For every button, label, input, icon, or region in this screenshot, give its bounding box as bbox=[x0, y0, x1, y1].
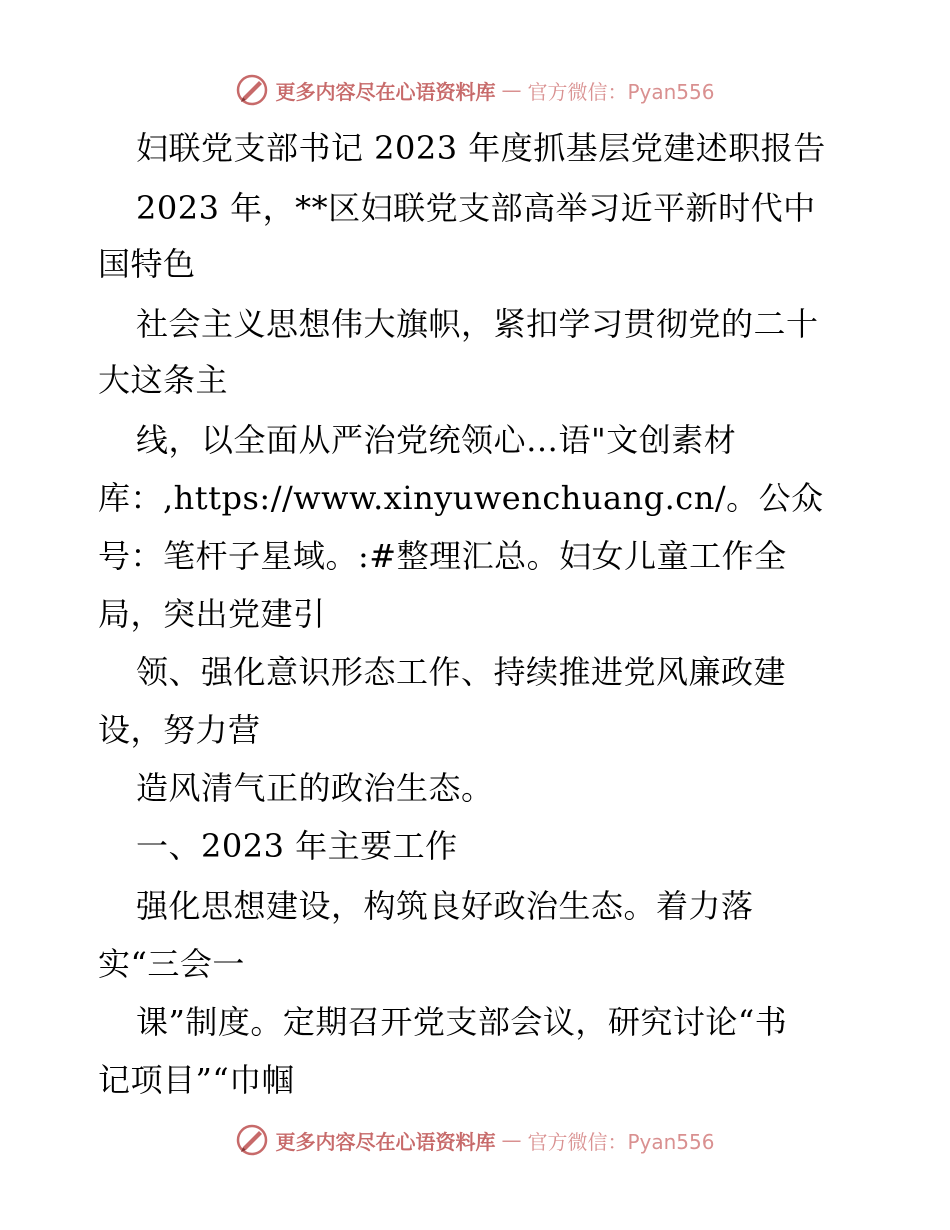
text-line: 社会主义思想伟大旗帜，紧扣学习贯彻党的二十 bbox=[136, 305, 819, 343]
banner-title: 更多内容尽在心语资料库 bbox=[275, 1129, 496, 1154]
banner-dash: — bbox=[501, 78, 522, 102]
header-watermark-banner bbox=[0, 70, 950, 110]
text-line: 强化思想建设，构筑良好政治生态。着力落 bbox=[136, 887, 754, 925]
text-line: 国特色 bbox=[98, 245, 196, 283]
banner-contact: 官方微信：Pyan556 bbox=[527, 1129, 715, 1154]
text-line: 2023 年，**区妇联党支部高举习近平新时代中 bbox=[136, 189, 816, 227]
text-line: 局，突出党建引 bbox=[98, 595, 326, 633]
text-line: 号：笔杆子星域。:#整理汇总。妇女儿童工作全 bbox=[98, 537, 787, 575]
text-line: 课”制度。定期召开党支部会议，研究讨论“书 bbox=[136, 1003, 788, 1041]
pen-logo-icon bbox=[235, 1123, 269, 1157]
section-heading: 一、2023 年主要工作 bbox=[136, 827, 458, 865]
text-line: 大这条主 bbox=[98, 361, 229, 399]
text-line: 库：,https://www.xinyuwenchuang.cn/。公众 bbox=[98, 479, 824, 517]
text-line: 线，以全面从严治党统领心…语"文创素材 bbox=[136, 421, 737, 459]
text-line: 记项目”“巾帼 bbox=[98, 1061, 295, 1099]
document-title: 妇联党支部书记 2023 年度抓基层党建述职报告 bbox=[136, 129, 826, 167]
banner-contact: 官方微信：Pyan556 bbox=[527, 79, 715, 104]
pen-logo-icon bbox=[235, 73, 269, 107]
text-line: 领、强化意识形态工作、持续推进党风廉政建 bbox=[136, 653, 787, 691]
banner-dash: — bbox=[501, 1128, 522, 1152]
banner-title: 更多内容尽在心语资料库 bbox=[275, 79, 496, 104]
footer-watermark-banner bbox=[0, 1120, 950, 1160]
text-line: 设，努力营 bbox=[98, 711, 261, 749]
text-line: 实“三会一 bbox=[98, 945, 245, 983]
text-line: 造风清气正的政治生态。 bbox=[136, 769, 494, 807]
